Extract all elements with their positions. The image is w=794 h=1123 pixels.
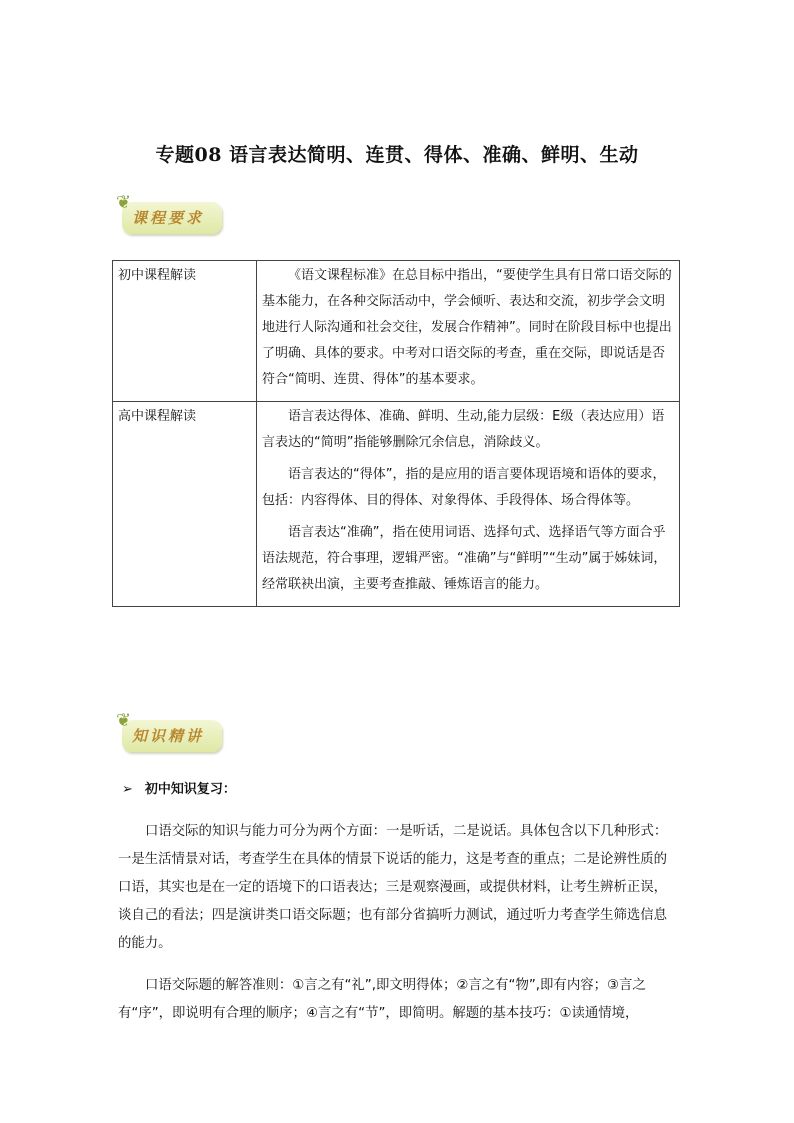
row-content — [257, 261, 680, 402]
body-paragraph: 口语交际题的解答准则：①言之有“礼”,即文明得体；②言之有“物”,即有内容；③言之有“序”，即说明有合理的顺序；④言之有“节”，即简明。解题的基本技巧：①读通情境， — [118, 978, 646, 1021]
body-paragraph: 口语交际的知识与能力可分为两个方面：一是听话，二是说话。具体包含以下几种形式：一是生活情景对话，考查学生在具体的情景下说话的能力，这是考查的重点；二是论辨性质的口语，其实也是在一定的语境下的口语表达；三是观察漫画，或提供材料，让考生辨析正误，谈自己的看法；四是演讲类口语交际题；也有部分省搞听力测试，通过听力考查学生筛选信息的能力。 — [118, 824, 668, 951]
leaf-icon: ❦ — [116, 192, 132, 213]
table-row — [113, 402, 680, 607]
section-badge-knowledge — [116, 710, 222, 754]
course-requirements-table — [112, 260, 680, 607]
row-content — [257, 402, 680, 607]
document-title: 专题08 语言表达简明、连贯、得体、准确、鲜明、生动 — [155, 144, 639, 166]
body-text — [118, 818, 680, 1042]
table-row — [113, 261, 680, 402]
arrow-bullet-icon: ➢ — [122, 782, 133, 797]
row-paragraph: 语言表达“准确”，指在使用词语、选择句式、选择语气等方面合乎语法规范，符合事理，逻辑严密。“准确”与“鲜明”“生动”属于姊妹词，经常联袂出演，主要考查推敲、锤炼语言的能力。 — [262, 525, 667, 592]
section-badge-course-requirements — [116, 192, 222, 236]
row-label: 高中课程解读 — [113, 402, 257, 607]
row-paragraph: 《语文课程标准》在总目标中指出，“要使学生具有日常口语交际的基本能力，在各种交际活动中，学会倾听、表达和交流，初步学会文明地进行人际沟通和社会交往，发展合作精神”。同时在阶段目标中也提出了明确、具体的要求。中考对口语交际的考查，重在交际，即说话是否符合“简明、连贯、得体”的基本要求。 — [262, 268, 672, 387]
badge-label: 知识精讲 — [132, 727, 205, 745]
row-paragraph: 语言表达的“得体”，指的是应用的语言要体现语境和语体的要求，包括：内容得体、目的得体、对象得体、手段得体、场合得体等。 — [262, 467, 666, 508]
row-label: 初中课程解读 — [113, 261, 257, 402]
bullet-heading-text: 初中知识复习： — [144, 782, 236, 797]
leaf-icon: ❦ — [116, 710, 132, 731]
bullet-heading — [122, 778, 236, 797]
row-paragraph: 语言表达得体、准确、鲜明、生动,能力层级：E级（表达应用）语言表达的“简明”指能够删除冗余信息，消除歧义。 — [262, 409, 665, 450]
badge-label: 课程要求 — [132, 209, 205, 227]
